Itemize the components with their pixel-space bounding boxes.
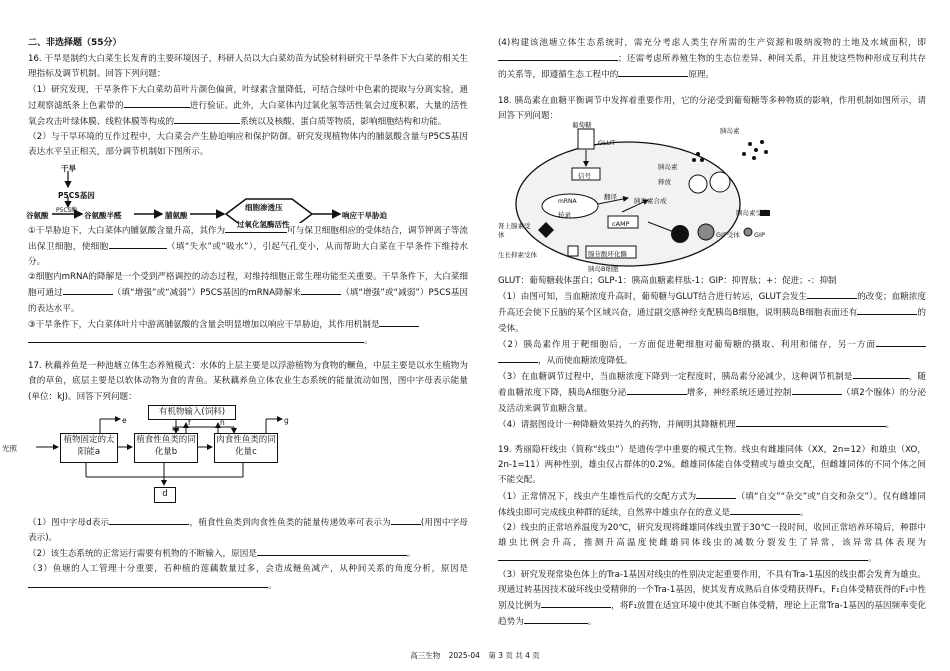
page-footer (0, 650, 950, 661)
q18-part2: （2）胰岛素作用于靶细胞后，一方面促进靶细胞对葡萄糖的摄取、利用和储存，另一方面，从而使血糖浓度降低。 (498, 337, 926, 369)
q18-insgran-label: 胰岛素释放 (658, 163, 678, 187)
q19-stem: 19. 秀丽隐杆线虫（简称“线虫”）是遗传学中重要的模式生物。线虫有雌雄同体（XX，2n=12）和雄虫（XO，2n-1=11）两种性别，雄虫仅占群体的0.2%。雌雄同体能自体受精或与雄虫交配，但雌雄同体的不同个体之间不能交配。 (498, 445, 926, 486)
q19-part1: （1）正常情况下，线虫产生雄性后代的交配方式为 （填“自交”“杂交”或“自交和杂交”）。仅有雌雄同体线虫即可完成线虫种群的延续，自然界中雄虫存在的意义是 。 (498, 489, 926, 521)
q18-gip-label: GIP (754, 231, 765, 240)
q18-cell-label: 胰岛B细胞 (588, 265, 619, 274)
q17-box-c: 肉食性鱼类的同化量c (214, 433, 278, 463)
q18-mrna-label: mRNA (558, 198, 577, 206)
q19-part3: （3）研究发现常染色体上的Tra-1基因对线虫的性别决定起重要作用，不具有Tra-1基因的线虫都会发育为雄虫。现通过转基因技术破坏线虫受精卵的一个Tra-1基因，使其发育成熟后自体受精获得F₁，F₁自体受精获得的F₁中性别及比例为 ，将F₁放置在适宜环境中使其不断自体受精，理论上正常Tra-1基因的基因频率变化趋势为 。 (498, 569, 926, 628)
q18-signal-label: 信号 (578, 172, 591, 181)
q17-label-e: e (122, 415, 127, 425)
q18-inssyn-label: 胰岛素合成 (634, 197, 667, 206)
q16-sub3: ③干旱条件下，大白菜体叶片中游离脯氨酸的含量会明显增加以响应干旱胁迫，其作用机制是 。 (28, 317, 468, 349)
fig-enzyme-label: P5CS酶 (56, 206, 78, 214)
q18-glucose-label: 葡萄糖 (572, 121, 592, 130)
q18-part1: （1）由图可知，当血糖浓度升高时，葡萄糖与GLUT结合进行转运，GLUT会发生 的改变；血糖浓度升高还会使下丘脑的某个区域兴奋，通过副交感神经支配胰岛B细胞，说明胰岛B细胞表面还有 的受体。 (498, 289, 926, 337)
q17-part2: （2）该生态系统的正常运行需要有机物的不断输入，原因是 。 (28, 546, 468, 562)
q16-part1: （1）研究发现，干旱条件下大白菜幼苗叶片颜色偏黄，叶绿素含量降低，可结合绿叶中色素的提取与分离实验，通过观察滤纸条上色素带的 进行验证。此外，大白菜体内过氧化氢等活性氧会过度积累，大量的活性氧会攻击叶绿体膜、线粒体膜等构成的 系统以及核酸、蛋白质等物质，影响细胞结构和功能。 (28, 84, 468, 128)
q17-part4: (4)构建该池塘立体生态系统时，需充分考虑人类生存所需的生产资源和吸纳废物的土地及水域面积，即；还需考虑所养殖生物的生态位差异、种间关系，并且使这些物种形成互利共存的关系等，即遵循生态工程中的 原理。 (498, 38, 926, 81)
section-title: 二、非选择题（55分） (28, 38, 122, 48)
q18-legend: GLUT：葡萄糖载体蛋白；GLP-1：胰高血糖素样肽-1；GIP：抑胃肽；+：促进；-：抑制 (498, 276, 837, 287)
q18-gprec-label: GIP受体 (716, 231, 740, 240)
q19-part2: （2）线虫的正常培养温度为20℃，研究发现将雌雄同体线虫置于30℃一段时间，收回正常培养环境后，种群中雄虫比例会升高，推测升高温度使雌雄同体线虫的减数分裂发生了异常，该异常具体表现为。 (498, 523, 926, 565)
q17-figure (2, 405, 468, 515)
q17-box-d: d (154, 487, 176, 503)
fig-osm-label: 细胞渗透压 (245, 202, 283, 212)
fig-gene-label: P5CS基因 (58, 190, 95, 200)
q18-part4: （4）请据图设计一种降糖效果持久的药物，并阐明其降糖机理 。 (498, 417, 926, 433)
q18-trans-label: 翻译 (604, 193, 617, 202)
right-column (498, 36, 926, 630)
q16-figure (26, 161, 468, 229)
fig-peroxide-label: 过氧化氢酶活性 (237, 219, 290, 229)
fig-gsa-label: 谷氨酸半醛 (84, 210, 122, 220)
q17-label-m: m (172, 423, 180, 433)
q17-input-box: 有机物输入(饲料) (148, 405, 236, 420)
q18-ghrec-label: 生长抑素受体 (498, 251, 537, 260)
fig-pro-label: 脯氨酸 (165, 210, 188, 220)
q17-light-label: 光照 (2, 443, 17, 453)
q17-box-b: 植食性鱼类的同化量b (134, 433, 198, 463)
q16-stem: 16. 干旱是制约大白菜生长发育的主要环境因子，科研人员以大白菜幼苗为试验材料研究干旱条件下大白菜的相关生理指标及调节机制。回答下列问题： (28, 54, 468, 80)
footer-date: 2025-04 (448, 651, 480, 660)
q17-part1: （1）图中字母d表示 ，植食性鱼类到肉食性鱼类的能量传递效率可表示为 (用图中字母表示)。 (28, 515, 468, 546)
q17-stem: 17. 秋藕养鱼是一种池塘立体生态养殖模式：水体的上层主要是以浮游植物为食物的鳜鱼，中层主要是以水生植物为食的草鱼，底层主要是以软体动物为食的青鱼。某秋藕养鱼立体农业生态系统的能量流动如图，图中字母表示能量(单位：kJ)。回答下列问题： (28, 361, 468, 402)
q16-sub1: ①干旱胁迫下，大白菜体内脯氨酸含量升高，其作为 可与保卫细胞相应的受体结合，调节钾离子等流出保卫细胞，使细胞 （填“失水”或“吸水”），引起气孔变小，从而帮助大白菜在干旱条件下维持水分。 (28, 223, 468, 271)
q18-figure (498, 121, 926, 274)
q17-label-f: f (188, 417, 191, 427)
footer-subject: 高三生物 (410, 651, 441, 660)
fig-drought-label: 干旱 (61, 163, 76, 173)
footer-page: 第 3 页 共 4 页 (488, 651, 540, 660)
q17-label-n: n (220, 417, 225, 427)
q17-part3: （3）鱼塘的人工管理十分重要，若种植的莲藕数量过多，会造成鲢鱼减产，从种间关系的角度分析，原因是。 (28, 564, 468, 591)
q18-insrec-label: 胰岛素受体 (736, 209, 769, 218)
q18-ins-label: 胰岛素 (720, 127, 740, 136)
q16-part2: （2）与干旱环境的互作过程中，大白菜会产生胁迫响应和保护防御。研究发现植物体内的脯氨酸含量与P5CS基因表达水平呈正相关，部分调节机制如下图所示。 (28, 132, 468, 158)
q17-box-a: 植物固定的太阳能a (60, 433, 118, 463)
q18-camp-label: cAMP (612, 220, 630, 229)
q18-glut-label: GLUT (598, 139, 616, 148)
fig-glu-label: 谷氨酸 (26, 210, 49, 220)
q18-part3: （3）在血糖调节过程中，当血糖浓度下降到一定程度时，胰岛素分泌减少，这种调节机制是 ，随着血糖浓度下降，胰岛A细胞分泌 增多，神经系统还通过控制 （填2个腺体）的分泌及活动来调节血糖含量。 (498, 369, 926, 417)
q18-stem: 18. 胰岛素在血糖平衡调节中发挥着重要作用，它的分泌受到葡萄糖等多种物质的影响，作用机制如图所示，请回答下列问题： (498, 95, 926, 121)
left-column (2, 36, 468, 594)
q16-sub2: ②细胞内mRNA的降解是一个受到严格调控的动态过程，对维持细胞正常生理功能至关重要。干旱条件下，大白菜细胞可通过 （填“增强”或“减弱”）P5CS基因的mRNA降解来 （填“增强”或“减弱”）P5CS基因的表达水平。 (28, 272, 468, 314)
q18-transcr-label: 转录 (558, 211, 571, 220)
q18-ac-label: 腺苷酸环化酶 (588, 250, 627, 259)
q18-adrrec-label: 肾上腺素受体 (498, 222, 531, 240)
fig-resp-label: 响应干旱胁迫 (342, 210, 387, 220)
q17-label-g: g (284, 415, 289, 425)
